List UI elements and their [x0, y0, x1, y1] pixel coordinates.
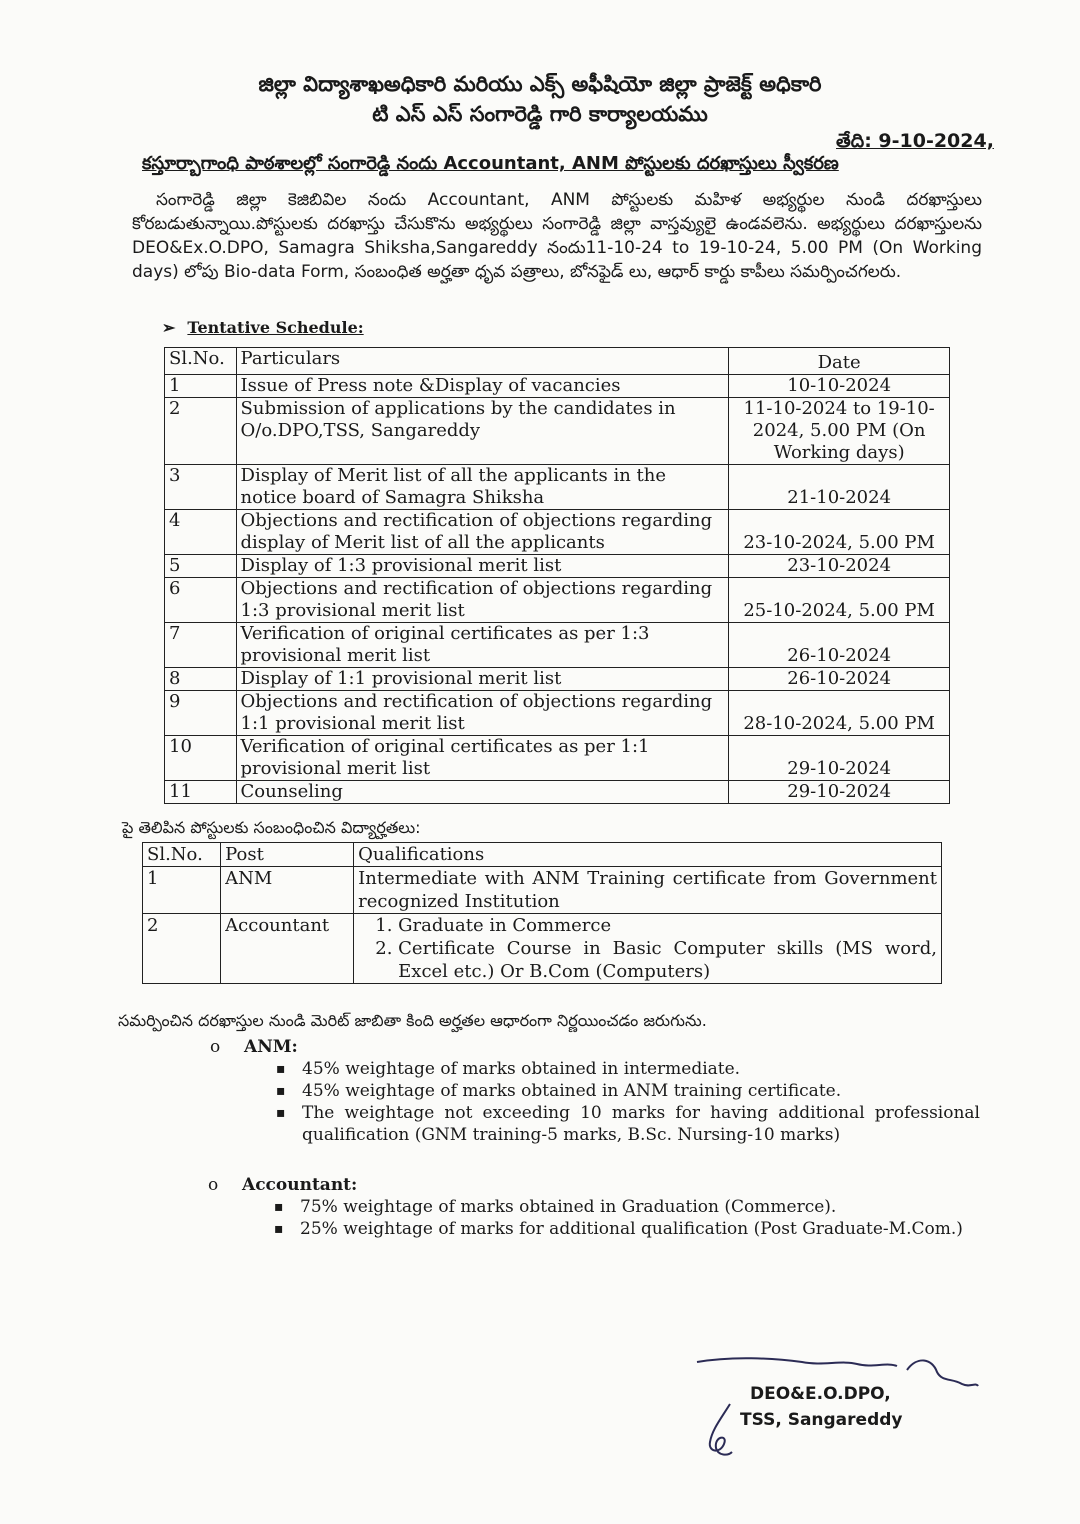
arrow-bullet-icon: ➢ — [162, 318, 176, 337]
schedule-header-sl: Sl.No. — [165, 348, 237, 375]
qual-post: ANM — [221, 867, 354, 914]
qual-header-sl: Sl.No. — [143, 843, 221, 867]
table-row — [165, 781, 950, 804]
schedule-particulars: Submission of applications by the candidates in O/o.DPO,TSS, Sangareddy — [236, 398, 729, 465]
schedule-label — [162, 318, 364, 337]
table-row — [165, 578, 950, 623]
table-row — [165, 691, 950, 736]
schedule-sl: 4 — [165, 510, 237, 555]
criteria-accountant — [208, 1174, 980, 1240]
table-row — [165, 465, 950, 510]
schedule-sl: 1 — [165, 375, 237, 398]
schedule-label-text: Tentative Schedule: — [187, 318, 364, 337]
schedule-particulars: Issue of Press note &Display of vacancies — [236, 375, 729, 398]
list-item: 2. Certificate Course in Basic Computer skills (MS word, Excel etc.) Or B.Com (Computers) — [398, 937, 937, 983]
schedule-particulars: Verification of original certificates as per 1:1 provisional merit list — [236, 736, 729, 781]
qualifications-table — [142, 842, 942, 984]
schedule-particulars: Counseling — [236, 781, 729, 804]
qual-text: Intermediate with ANM Training certificate from Government recognized Institution — [354, 867, 942, 914]
qual-post: Accountant — [221, 914, 354, 984]
schedule-date: 26-10-2024 — [729, 668, 950, 691]
list-item: ▪ 75% weightage of marks obtained in Graduation (Commerce). — [300, 1196, 980, 1218]
office-title-line1: జిల్లా విద్యాశాఖఅధికారి మరియు ఎక్స్ అఫీషియో జిల్లా ప్రాజెక్ట్ అధికారి — [258, 72, 822, 96]
schedule-particulars: Display of 1:1 provisional merit list — [236, 668, 729, 691]
schedule-sl: 8 — [165, 668, 237, 691]
circle-bullet-icon: o — [210, 1037, 221, 1057]
schedule-sl: 9 — [165, 691, 237, 736]
list-item: 1. Graduate in Commerce — [398, 914, 937, 937]
schedule-date: 25-10-2024, 5.00 PM — [729, 578, 950, 623]
schedule-sl: 5 — [165, 555, 237, 578]
qual-header-qualifications: Qualifications — [354, 843, 942, 867]
criteria-anm-list — [210, 1058, 980, 1146]
schedule-particulars: Display of Merit list of all the applicants in the notice board of Samagra Shiksha — [236, 465, 729, 510]
notice-subject: కస్తూర్బాగాంధి పాఠశాలల్లో సంగారెడ్డి నందు Accountant, ANM పోస్టులకు దరఖాస్తులు స్వీకరణ — [142, 153, 839, 174]
list-item: ▪ The weightage not exceeding 10 marks for having additional professional qualification (GNM training-5 marks, B.Sc. Nursing-10 marks) — [302, 1102, 980, 1146]
schedule-sl: 2 — [165, 398, 237, 465]
schedule-sl: 7 — [165, 623, 237, 668]
schedule-header-date: Date — [729, 348, 950, 375]
schedule-particulars: Objections and rectification of objections regarding 1:1 provisional merit list — [236, 691, 729, 736]
circle-bullet-icon: o — [208, 1175, 219, 1195]
schedule-particulars: Display of 1:3 provisional merit list — [236, 555, 729, 578]
criteria-anm — [210, 1036, 980, 1146]
qual-sl: 1 — [143, 867, 221, 914]
table-row — [165, 555, 950, 578]
signatory-line1: DEO&E.O.DPO, — [750, 1384, 891, 1404]
qual-list — [358, 914, 937, 983]
schedule-date: 26-10-2024 — [729, 623, 950, 668]
schedule-table — [164, 347, 950, 804]
table-row — [165, 375, 950, 398]
list-item: ▪ 45% weightage of marks obtained in ANM training certificate. — [302, 1080, 980, 1102]
qual-sl: 2 — [143, 914, 221, 984]
schedule-date: 11-10-2024 to 19-10-2024, 5.00 PM (On Working days) — [729, 398, 950, 465]
qual-header-post: Post — [221, 843, 354, 867]
table-row — [143, 867, 942, 914]
schedule-sl: 11 — [165, 781, 237, 804]
merit-intro: సమర్పించిన దరఖాస్తుల నుండి మెరిట్ జాబితా కింది అర్హతల ఆధారంగా నిర్ణయించడం జరుగును. — [118, 1011, 707, 1030]
qual-list-cell — [354, 914, 942, 984]
schedule-particulars: Objections and rectification of objections regarding display of Merit list of all the applicants — [236, 510, 729, 555]
schedule-header-particulars: Particulars — [236, 348, 729, 375]
criteria-accountant-list — [208, 1196, 980, 1240]
initial-mark — [700, 1400, 740, 1460]
schedule-date: 23-10-2024 — [729, 555, 950, 578]
schedule-sl: 3 — [165, 465, 237, 510]
schedule-date: 21-10-2024 — [729, 465, 950, 510]
list-item: ▪ 45% weightage of marks obtained in intermediate. — [302, 1058, 980, 1080]
qualifications-intro: పై తెలిపిన పోస్టులకు సంబంధించిన విద్యార్హతలు: — [122, 818, 421, 837]
schedule-sl: 6 — [165, 578, 237, 623]
office-title-line2: టి ఎస్ ఎస్ సంగారెడ్డి గారి కార్యాలయము — [372, 102, 708, 126]
notice-date: తేది: 9-10-2024, — [836, 130, 994, 152]
table-row — [165, 668, 950, 691]
schedule-particulars: Objections and rectification of objections regarding 1:3 provisional merit list — [236, 578, 729, 623]
table-row — [165, 736, 950, 781]
schedule-sl: 10 — [165, 736, 237, 781]
table-row — [165, 623, 950, 668]
schedule-date: 10-10-2024 — [729, 375, 950, 398]
schedule-particulars: Verification of original certificates as per 1:3 provisional merit list — [236, 623, 729, 668]
table-row — [143, 914, 942, 984]
table-row — [165, 510, 950, 555]
table-row — [165, 398, 950, 465]
schedule-date: 29-10-2024 — [729, 736, 950, 781]
schedule-date: 28-10-2024, 5.00 PM — [729, 691, 950, 736]
schedule-date: 29-10-2024 — [729, 781, 950, 804]
criteria-anm-title: ANM: — [244, 1037, 298, 1057]
list-item: ▪ 25% weightage of marks for additional qualification (Post Graduate-M.Com.) — [300, 1218, 980, 1240]
schedule-date: 23-10-2024, 5.00 PM — [729, 510, 950, 555]
criteria-accountant-title: Accountant: — [242, 1175, 358, 1195]
notice-paragraph: సంగారెడ్డి జిల్లా కెజిబివిల నందు Accountant, ANM పోస్టులకు మహిళ అభ్యర్థుల నుండి దరఖాస్తులు కోరబడుతున్నాయి.పోస్టులకు దరఖాస్తు చేసుకొను అభ్యర్థులు సంగారెడ్డి జిల్లా వాస్తవ్యులై ఉండవలెను. అభ్యర్థులు దరఖాస్తులను DEO&Ex.O.DPO, Samagra Shiksha,Sangareddy నందు11-10-24 to 19-10-24, 5.00 PM (On Working days) లోపు Bio-data Form, సంబంధిత అర్హతా ధృవ పత్రాలు, బోనఫైడ్ లు, ఆధార్ కార్డు కాపీలు సమర్పించగలరు. — [132, 190, 982, 282]
signatory-line2: TSS, Sangareddy — [740, 1410, 903, 1430]
